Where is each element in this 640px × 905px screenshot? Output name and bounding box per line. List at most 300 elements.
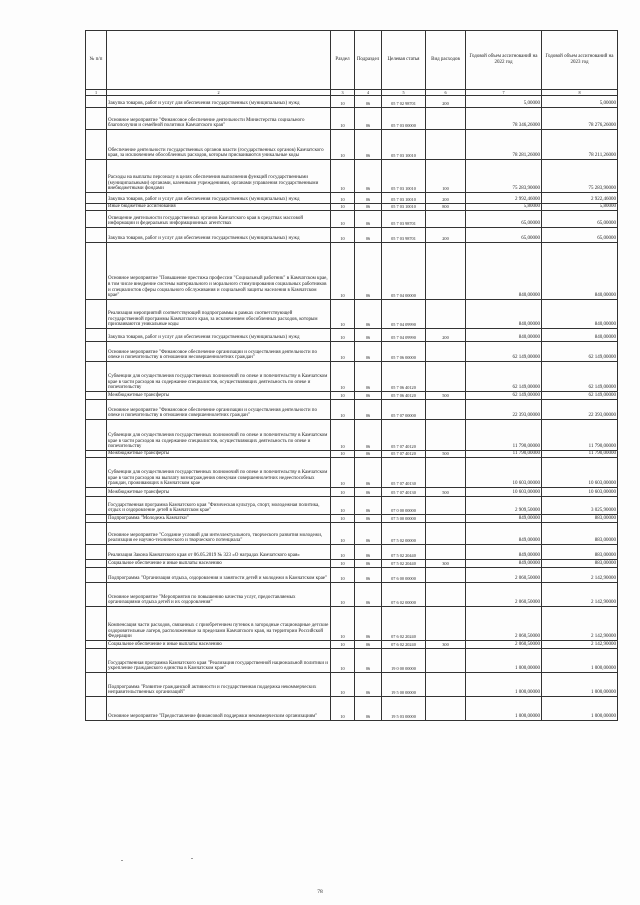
- amount-2023-cell: 840,00000: [542, 243, 618, 300]
- amount-2023-cell: 1 000,00000: [542, 649, 618, 673]
- amount-2022-cell: 62 149,00000: [466, 342, 542, 362]
- scan-speck: [191, 858, 193, 859]
- column-index: 6: [426, 90, 466, 96]
- subsection-cell: 06: [355, 211, 382, 228]
- target-article-cell: 07 6 00 00000: [382, 568, 426, 583]
- row-number-cell: [86, 497, 107, 515]
- table-row: [86, 641, 618, 649]
- section-cell: 10: [331, 193, 355, 204]
- item-name-cell: Закупка товаров, работ и услуг для обеспечения государственных (муниципальных) нужд: [107, 228, 331, 243]
- item-name-cell: Подпрограмма "Организация отдыха, оздоровления и занятости детей и молодежи в Камчатском крае": [107, 568, 331, 583]
- section-cell: 10: [331, 243, 355, 300]
- section-cell: 10: [331, 130, 355, 160]
- target-article-cell: 05 7 03 10010: [382, 130, 426, 160]
- table-row: [86, 458, 618, 488]
- target-article-cell: 05 7 03 10010: [382, 193, 426, 204]
- expense-type-cell: 200: [426, 193, 466, 204]
- col-header-2022: Годовой объем ассигнований на 2022 год: [466, 31, 542, 90]
- col-header-section: Раздел: [331, 31, 355, 90]
- subsection-cell: 06: [355, 488, 382, 497]
- expense-type-cell: [426, 458, 466, 488]
- table-row: [86, 568, 618, 583]
- target-article-cell: 05 7 03 10010: [382, 160, 426, 193]
- subsection-cell: 06: [355, 300, 382, 329]
- col-header-num: № п/п: [86, 31, 107, 90]
- row-number-cell: [86, 96, 107, 108]
- table-row: [86, 160, 618, 193]
- amount-2023-cell: 883,00000: [542, 560, 618, 568]
- row-number-cell: [86, 451, 107, 458]
- col-header-subsection: Подраздел: [355, 31, 382, 90]
- col-header-2023: Годовой объем ассигнований на 2023 год: [542, 31, 618, 90]
- item-name-cell: Основное мероприятие "Создание условий для интеллектуального, творческого развития молодежи, реализация ее научно-технического и творческого потенциала": [107, 523, 331, 545]
- section-cell: 10: [331, 560, 355, 568]
- expense-type-cell: [426, 400, 466, 420]
- target-article-cell: 05 7 06 00000: [382, 342, 426, 362]
- target-article-cell: 05 7 02 98701: [382, 96, 426, 108]
- target-article-cell: 05 7 03 98701: [382, 211, 426, 228]
- expense-type-cell: [426, 108, 466, 130]
- amount-2023-cell: 75 283,90000: [542, 160, 618, 193]
- table-row: [86, 583, 618, 607]
- amount-2023-cell: 1 000,00000: [542, 673, 618, 697]
- expense-type-cell: [426, 649, 466, 673]
- expense-type-cell: [426, 583, 466, 607]
- amount-2023-cell: 78 211,26000: [542, 130, 618, 160]
- item-name-cell: Основное мероприятие "Финансовое обеспечение организации и осуществления деятельности по опеке и попечительству в отношении несовершеннолетних граждан": [107, 342, 331, 362]
- column-index: 2: [107, 90, 331, 96]
- subsection-cell: 06: [355, 607, 382, 641]
- expense-type-cell: [426, 420, 466, 451]
- row-number-cell: [86, 211, 107, 228]
- row-number-cell: [86, 300, 107, 329]
- target-article-cell: 19 5 03 00000: [382, 697, 426, 721]
- amount-2022-cell: 65,00000: [466, 228, 542, 243]
- section-cell: 10: [331, 400, 355, 420]
- amount-2022-cell: 1 000,00000: [466, 697, 542, 721]
- table-row: [86, 673, 618, 697]
- target-article-cell: 05 7 03 98701: [382, 228, 426, 243]
- section-cell: 10: [331, 458, 355, 488]
- expense-type-cell: 500: [426, 488, 466, 497]
- target-article-cell: 05 7 04 09990: [382, 329, 426, 342]
- table-row: [86, 488, 618, 497]
- item-name-cell: Компенсация части расходов, связанных с приобретением путевок в загородные стационарные детские оздоровительные лагеря, расположенные за пределами Камчатского края, на территории Российской Федерации: [107, 607, 331, 641]
- amount-2023-cell: 5,00000: [542, 96, 618, 108]
- item-name-cell: Закупка товаров, работ и услуг для обеспечения государственных (муниципальных) нужд: [107, 96, 331, 108]
- table-row: [86, 243, 618, 300]
- subsection-cell: 06: [355, 420, 382, 451]
- expense-type-cell: 200: [426, 329, 466, 342]
- section-cell: 10: [331, 488, 355, 497]
- amount-2022-cell: 849,00000: [466, 560, 542, 568]
- page-number: 78: [317, 889, 323, 895]
- subsection-cell: 06: [355, 458, 382, 488]
- item-name-cell: Субвенции для осуществления государственных полномочий по опеке и попечительству в Камчатском крае в части расходов на содержание специалистов, осуществляющих деятельность по опеке и попечительству: [107, 420, 331, 451]
- expense-type-cell: 300: [426, 641, 466, 649]
- amount-2023-cell: 2 142,90000: [542, 641, 618, 649]
- subsection-cell: 06: [355, 193, 382, 204]
- target-article-cell: 05 7 03 00000: [382, 108, 426, 130]
- amount-2022-cell: 849,00000: [466, 515, 542, 523]
- section-cell: 10: [331, 329, 355, 342]
- amount-2022-cell: 11 790,00000: [466, 451, 542, 458]
- item-name-cell: Социальное обеспечение и иные выплаты населению: [107, 560, 331, 568]
- amount-2022-cell: 78 281,26000: [466, 130, 542, 160]
- item-name-cell: Основное мероприятие "Предоставление финансовой поддержки некоммерческим организациям": [107, 697, 331, 721]
- row-number-cell: [86, 568, 107, 583]
- item-name-cell: Иные бюджетные ассигнования: [107, 204, 331, 211]
- expense-type-cell: 500: [426, 392, 466, 400]
- table-row: [86, 300, 618, 329]
- subsection-cell: 06: [355, 641, 382, 649]
- section-cell: 10: [331, 362, 355, 392]
- column-index: 1: [86, 90, 107, 96]
- amount-2022-cell: 10 603,00000: [466, 488, 542, 497]
- amount-2022-cell: 11 790,00000: [466, 420, 542, 451]
- expense-type-cell: [426, 243, 466, 300]
- table-row: [86, 697, 618, 721]
- amount-2022-cell: 840,00000: [466, 329, 542, 342]
- column-index: 3: [331, 90, 355, 96]
- row-number-cell: [86, 673, 107, 697]
- column-index: 7: [466, 90, 542, 96]
- amount-2023-cell: 65,00000: [542, 228, 618, 243]
- subsection-cell: 06: [355, 204, 382, 211]
- row-number-cell: [86, 392, 107, 400]
- subsection-cell: 06: [355, 342, 382, 362]
- table-row: [86, 96, 618, 108]
- expense-type-cell: [426, 342, 466, 362]
- target-article-cell: 05 7 07 40130: [382, 488, 426, 497]
- amount-2023-cell: 840,00000: [542, 300, 618, 329]
- amount-2022-cell: 849,00000: [466, 523, 542, 545]
- expense-type-cell: [426, 211, 466, 228]
- item-name-cell: Межбюджетные трансферты: [107, 451, 331, 458]
- expense-type-cell: [426, 607, 466, 641]
- item-name-cell: Подпрограмма "Молодежь Камчатки": [107, 515, 331, 523]
- amount-2022-cell: 78 346,26000: [466, 108, 542, 130]
- target-article-cell: 05 7 03 10010: [382, 204, 426, 211]
- subsection-cell: 06: [355, 329, 382, 342]
- table-row: [86, 451, 618, 458]
- amount-2023-cell: 22 393,00000: [542, 400, 618, 420]
- row-number-cell: [86, 649, 107, 673]
- col-header-target: Целевая статья: [382, 31, 426, 90]
- table-row: [86, 515, 618, 523]
- column-index: 8: [542, 90, 618, 96]
- section-cell: 10: [331, 641, 355, 649]
- section-cell: 10: [331, 583, 355, 607]
- row-number-cell: [86, 420, 107, 451]
- item-name-cell: Государственная программа Камчатского края "Реализация государственной национальной политики и укрепление гражданского единства в Камчатском крае": [107, 649, 331, 673]
- row-number-cell: [86, 362, 107, 392]
- table-row: [86, 560, 618, 568]
- item-name-cell: Субвенции для осуществления государственных полномочий по опеке и попечительству в Камчатском крае в части расходов на содержание специалистов, осуществляющих деятельность по опеке и попечительству: [107, 362, 331, 392]
- col-header-name: [107, 31, 331, 90]
- expense-type-cell: [426, 515, 466, 523]
- subsection-cell: 06: [355, 160, 382, 193]
- target-article-cell: 07 5 02 20440: [382, 545, 426, 560]
- target-article-cell: 05 7 07 00000: [382, 400, 426, 420]
- expense-type-cell: 500: [426, 451, 466, 458]
- section-cell: 10: [331, 697, 355, 721]
- row-number-cell: [86, 545, 107, 560]
- column-index: 4: [355, 90, 382, 96]
- target-article-cell: 07 6 02 20240: [382, 641, 426, 649]
- amount-2023-cell: 3 025,90000: [542, 497, 618, 515]
- target-article-cell: 07 6 02 20240: [382, 607, 426, 641]
- subsection-cell: 06: [355, 451, 382, 458]
- row-number-cell: [86, 329, 107, 342]
- amount-2023-cell: 62 149,00000: [542, 342, 618, 362]
- amount-2023-cell: 2 142,90000: [542, 583, 618, 607]
- subsection-cell: 06: [355, 362, 382, 392]
- section-cell: 10: [331, 342, 355, 362]
- expense-type-cell: [426, 300, 466, 329]
- section-cell: 10: [331, 451, 355, 458]
- subsection-cell: 06: [355, 96, 382, 108]
- section-cell: 10: [331, 649, 355, 673]
- table-row: [86, 211, 618, 228]
- amount-2022-cell: 62 149,00000: [466, 392, 542, 400]
- row-number-cell: [86, 204, 107, 211]
- target-article-cell: 05 7 04 00000: [382, 243, 426, 300]
- row-number-cell: [86, 400, 107, 420]
- table-row: [86, 362, 618, 392]
- section-cell: 10: [331, 420, 355, 451]
- amount-2023-cell: 78 276,26000: [542, 108, 618, 130]
- row-number-cell: [86, 342, 107, 362]
- amount-2023-cell: 11 790,00000: [542, 420, 618, 451]
- table-row: [86, 193, 618, 204]
- subsection-cell: 06: [355, 400, 382, 420]
- row-number-cell: [86, 458, 107, 488]
- amount-2022-cell: 2 992,46000: [466, 193, 542, 204]
- amount-2022-cell: 2 060,50000: [466, 607, 542, 641]
- amount-2023-cell: 65,00000: [542, 211, 618, 228]
- expense-type-cell: [426, 130, 466, 160]
- section-cell: 10: [331, 523, 355, 545]
- col-header-expense-type: Вид расходов: [426, 31, 466, 90]
- section-cell: 10: [331, 300, 355, 329]
- item-name-cell: Закупка товаров, работ и услуг для обеспечения государственных (муниципальных) нужд: [107, 193, 331, 204]
- row-number-cell: [86, 243, 107, 300]
- table-row: [86, 420, 618, 451]
- table-row: [86, 329, 618, 342]
- expense-type-cell: [426, 497, 466, 515]
- subsection-cell: 06: [355, 568, 382, 583]
- amount-2023-cell: 883,00000: [542, 515, 618, 523]
- amount-2023-cell: 10 603,00000: [542, 458, 618, 488]
- item-name-cell: Обеспечение деятельности государственных органов власти (государственных органов) Камчатского края, за исключением обособленных расходов, которым присваиваются уникальные коды: [107, 130, 331, 160]
- table-row: [86, 649, 618, 673]
- amount-2022-cell: 2 060,50000: [466, 583, 542, 607]
- target-article-cell: 05 7 07 40130: [382, 458, 426, 488]
- item-name-cell: Основное мероприятие "Повышение престижа профессии "Социальный работник" в Камчатском крае, в том числе внедрение системы материального и морального стимулирования социальных работников и специалистов сферы социального обслуживания и социальной защиты населения в Камчатском крае": [107, 243, 331, 300]
- item-name-cell: Расходы на выплаты персоналу в целях обеспечения выполнения функций государственными (муниципальными) органами, казенными учреждениями, органами управления государственными внебюджетными фондами: [107, 160, 331, 193]
- item-name-cell: Основное мероприятие "Мероприятия по повышению качества услуг, предоставляемых организациями отдыха детей и их оздоровления": [107, 583, 331, 607]
- amount-2022-cell: 65,00000: [466, 211, 542, 228]
- subsection-cell: 06: [355, 649, 382, 673]
- amount-2023-cell: 5,80000: [542, 204, 618, 211]
- subsection-cell: 06: [355, 545, 382, 560]
- expense-type-cell: [426, 545, 466, 560]
- item-name-cell: Межбюджетные трансферты: [107, 488, 331, 497]
- subsection-cell: 06: [355, 497, 382, 515]
- target-article-cell: 05 7 07 40120: [382, 451, 426, 458]
- target-article-cell: 07 6 02 00000: [382, 583, 426, 607]
- section-cell: 10: [331, 228, 355, 243]
- item-name-cell: Освещение деятельности государственных органов Камчатского края в средствах массовой информации и федеральных информационных агентствах: [107, 211, 331, 228]
- target-article-cell: 07 5 02 20440: [382, 560, 426, 568]
- row-number-cell: [86, 130, 107, 160]
- target-article-cell: 05 7 04 09990: [382, 300, 426, 329]
- expense-type-cell: 200: [426, 96, 466, 108]
- section-cell: 10: [331, 204, 355, 211]
- expense-type-cell: 800: [426, 204, 466, 211]
- table-row: [86, 607, 618, 641]
- item-name-cell: Подпрограмма "Развитие гражданской активности и государственная поддержка некоммерческих неправительственных организаций": [107, 673, 331, 697]
- amount-2022-cell: 840,00000: [466, 243, 542, 300]
- amount-2022-cell: 10 603,00000: [466, 458, 542, 488]
- subsection-cell: 06: [355, 130, 382, 160]
- item-name-cell: Закупка товаров, работ и услуг для обеспечения государственных (муниципальных) нужд: [107, 329, 331, 342]
- amount-2022-cell: 1 000,00000: [466, 673, 542, 697]
- row-number-cell: [86, 560, 107, 568]
- target-article-cell: 05 7 06 40120: [382, 362, 426, 392]
- item-name-cell: Основное мероприятие "Финансовое обеспечение деятельности Министерства социального благополучия и семейной политики Камчатского края": [107, 108, 331, 130]
- subsection-cell: 06: [355, 243, 382, 300]
- amount-2022-cell: 840,00000: [466, 300, 542, 329]
- table-row: [86, 392, 618, 400]
- section-cell: 10: [331, 96, 355, 108]
- subsection-cell: 06: [355, 523, 382, 545]
- row-number-cell: [86, 641, 107, 649]
- amount-2022-cell: 22 393,00000: [466, 400, 542, 420]
- section-cell: 10: [331, 108, 355, 130]
- amount-2023-cell: 2 142,90000: [542, 568, 618, 583]
- table-row: [86, 228, 618, 243]
- target-article-cell: 07 0 00 00000: [382, 497, 426, 515]
- amount-2023-cell: 2 922,46000: [542, 193, 618, 204]
- row-number-cell: [86, 583, 107, 607]
- table-row: [86, 342, 618, 362]
- expense-type-cell: [426, 523, 466, 545]
- item-name-cell: Субвенции для осуществления государственных полномочий по опеке и попечительству в Камчатском крае в части расходов на выплату вознаграждения опекунам совершеннолетних недееспособных граждан, проживающих в Камчатском крае: [107, 458, 331, 488]
- row-number-cell: [86, 697, 107, 721]
- target-article-cell: 07 5 00 00000: [382, 515, 426, 523]
- table-row: [86, 523, 618, 545]
- amount-2022-cell: 5,00000: [466, 96, 542, 108]
- amount-2023-cell: 10 603,00000: [542, 488, 618, 497]
- subsection-cell: 06: [355, 673, 382, 697]
- table-body: [86, 96, 618, 721]
- target-article-cell: 19 5 00 00000: [382, 673, 426, 697]
- expense-type-cell: 100: [426, 160, 466, 193]
- item-name-cell: Социальное обеспечение и иные выплаты населению: [107, 641, 331, 649]
- item-name-cell: Государственная программа Камчатского края "Физическая культура, спорт, молодежная политика, отдых и оздоровление детей в Камчатском крае": [107, 497, 331, 515]
- target-article-cell: 07 5 02 00000: [382, 523, 426, 545]
- item-name-cell: Реализация Закона Камчатского края от 06.05.2019 № 323 «О наградах Камчатского края»: [107, 545, 331, 560]
- amount-2022-cell: 1 000,00000: [466, 649, 542, 673]
- expense-type-cell: 300: [426, 560, 466, 568]
- amount-2022-cell: 5,80000: [466, 204, 542, 211]
- section-cell: 10: [331, 160, 355, 193]
- item-name-cell: Реализация мероприятий соответствующей подпрограммы в рамках соответствующей государственной программы Камчатского края, за исключением обособленных расходов, которым присваиваются уникальные коды: [107, 300, 331, 329]
- amount-2023-cell: 2 142,90000: [542, 607, 618, 641]
- table-row: [86, 545, 618, 560]
- section-cell: 10: [331, 392, 355, 400]
- expense-type-cell: [426, 568, 466, 583]
- section-cell: 10: [331, 545, 355, 560]
- amount-2022-cell: 849,00000: [466, 545, 542, 560]
- subsection-cell: 06: [355, 228, 382, 243]
- subsection-cell: 06: [355, 515, 382, 523]
- subsection-cell: 06: [355, 583, 382, 607]
- row-number-cell: [86, 488, 107, 497]
- section-cell: 10: [331, 497, 355, 515]
- table-header-row: [86, 31, 618, 90]
- table-row: [86, 400, 618, 420]
- table-row: [86, 204, 618, 211]
- target-article-cell: 19 0 00 00000: [382, 649, 426, 673]
- expense-type-cell: 200: [426, 228, 466, 243]
- expense-type-cell: [426, 697, 466, 721]
- row-number-cell: [86, 193, 107, 204]
- subsection-cell: 06: [355, 560, 382, 568]
- section-cell: 10: [331, 211, 355, 228]
- amount-2023-cell: 883,00000: [542, 545, 618, 560]
- row-number-cell: [86, 607, 107, 641]
- amount-2023-cell: 1 000,00000: [542, 697, 618, 721]
- section-cell: 10: [331, 568, 355, 583]
- amount-2023-cell: 11 790,00000: [542, 451, 618, 458]
- item-name-cell: Основное мероприятие "Финансовое обеспечение организации и осуществления деятельности по опеке и попечительству в отношении совершеннолетних граждан": [107, 400, 331, 420]
- amount-2023-cell: 840,00000: [542, 329, 618, 342]
- row-number-cell: [86, 515, 107, 523]
- subsection-cell: 06: [355, 108, 382, 130]
- table-row: [86, 108, 618, 130]
- section-cell: 10: [331, 515, 355, 523]
- expense-type-cell: [426, 362, 466, 392]
- row-number-cell: [86, 228, 107, 243]
- section-cell: 10: [331, 673, 355, 697]
- target-article-cell: 05 7 06 40120: [382, 392, 426, 400]
- amount-2023-cell: 62 149,00000: [542, 362, 618, 392]
- table-row: [86, 130, 618, 160]
- table-row: [86, 497, 618, 515]
- amount-2022-cell: 2 060,50000: [466, 641, 542, 649]
- target-article-cell: 05 7 07 40120: [382, 420, 426, 451]
- subsection-cell: 06: [355, 697, 382, 721]
- scan-speck: [121, 860, 123, 861]
- item-name-cell: Межбюджетные трансферты: [107, 392, 331, 400]
- subsection-cell: 06: [355, 392, 382, 400]
- section-cell: 10: [331, 607, 355, 641]
- amount-2022-cell: 75 283,90000: [466, 160, 542, 193]
- row-number-cell: [86, 160, 107, 193]
- expense-type-cell: [426, 673, 466, 697]
- column-index: 5: [382, 90, 426, 96]
- amount-2022-cell: 2 909,50000: [466, 497, 542, 515]
- budget-table: [85, 30, 618, 721]
- amount-2022-cell: 62 149,00000: [466, 362, 542, 392]
- amount-2023-cell: 883,00000: [542, 523, 618, 545]
- amount-2022-cell: 2 060,50000: [466, 568, 542, 583]
- row-number-cell: [86, 523, 107, 545]
- amount-2023-cell: 62 149,00000: [542, 392, 618, 400]
